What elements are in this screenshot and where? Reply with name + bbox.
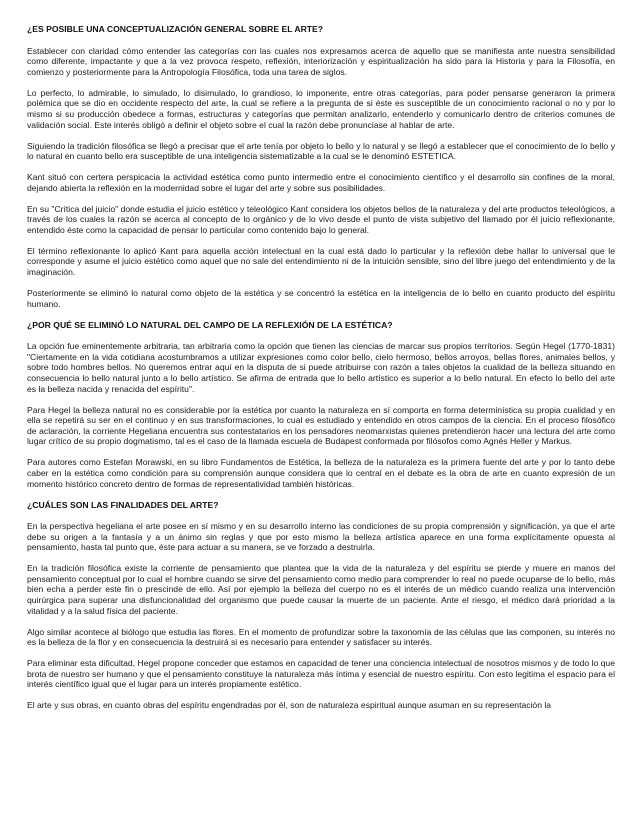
section-heading: ¿POR QUÉ SE ELIMINÓ LO NATURAL DEL CAMPO DE LA REFLEXIÓN DE LA ESTÉTICA? [27, 319, 393, 330]
paragraph: Posteriormente se eliminó lo natural como objeto de la estética y se concentró la estética en la inteligencia de lo bello en cuanto producto del espíritu humano. [27, 288, 615, 309]
section-conceptualizacion [27, 24, 615, 309]
paragraph: Siguiendo la tradición filosófica se llegó a precisar que el arte tenía por objeto lo bello y lo natural y se llegó a establecer que el conocimiento de lo bello y lo natural en cuanto bello era susceptible de una inteligencia sistematizable a la cual se le denominó ESTETICA. [27, 140, 615, 162]
document-page [27, 24, 615, 721]
section-heading: ¿CUÁLES SON LAS FINALIDADES DEL ARTE? [27, 499, 219, 510]
section-finalidades [27, 500, 615, 711]
paragraph: Kant situó con certera perspicacia la actividad estética como punto intermedio entre el conocimiento científico y el desarrollo sin confines de la moral, dejando abierta la reflexión en la modernidad sobre el lugar del arte y sobre sus posibilidades. [27, 172, 615, 193]
paragraph: Establecer con claridad cómo entender las categorías con las cuales nos expresamos acerca de aquello que se manifiesta ante nuestra sensibilidad como diferente, impactante y que a la vez provoca respeto, reflexión, interiorización y espiritualización ha sido para la Historia y para la Filosofía, en comienzo y posteriormente para la Antropología Filosófica, toda una tarea de siglos. [27, 45, 615, 77]
paragraph: En la perspectiva hegeliana el arte posee en sí mismo y en su desarrollo interno las condiciones de su propia comprensión y significación, ya que el arte debe su origen a la fantasía y a un ánimo sin reglas y que por esto mismo la belleza artística aparece en una forma explícitamente opuesta al pensamiento, hasta tal punto que, éste para actuar a su manera, se ve forzado a destruirla. [27, 521, 615, 553]
paragraph: Algo similar acontece al biólogo que estudia las flores. En el momento de profundizar sobre la taxonomía de las células que las componen, su interés no es la belleza de la flor y en consecuencia la destruirá si es necesario para entender y satisfacer su interés. [27, 626, 615, 648]
paragraph: En su "Crítica del juicio" donde estudia el juicio estético y teleológico Kant considera los objetos bellos de la naturaleza y del arte productos teleológicos, a través de los cuales la razón se acerca al concepto de lo orgánico y de lo vivo desde el punto de vista subjetivo del llamado por él juicio reflexionante, entendido éste como la capacidad de pensar lo particular como contenido bajo lo general. [27, 203, 615, 235]
paragraph: Lo perfecto, lo admirable, lo simulado, lo disimulado, lo grandioso, lo imponente, entre otras categorías, para poder pensarse generaron la primera polémica que se dio en occidente respecto del arte, la cual se refiere a la pregunta de si éste es susceptible de un conocimiento racional o no y por lo mismo si su producción obedece a formas, estructuras y categorías que permitan analizarlo, entenderlo y comunicarlo dentro de criterios comunes de validación social. Este interés obligó a definir el objeto sobre el cual la razón debe pronunciase al hablar de arte. [27, 87, 615, 130]
paragraph: Para Hegel la belleza natural no es considerable por la estética por cuanto la naturaleza en sí comporta en forma determinística su propia cualidad y en ella se repetirá su ser en el continuo y en sus transformaciones, lo cual es estudiado y entendido en otros campos de la ciencia. En el proceso filosófico de aclaración, la corriente Hegeliana encuentra sus contestatarios en los pensadores neomarxistas quienes pretendieron hacer una lectura del arte como lugar crítico de su propio dogmatismo, tal es el caso de la llamada escuela de Budapest conformada por filósofos como Agnés Heller y Markus. [27, 404, 615, 447]
paragraph: En la tradición filosófica existe la corriente de pensamiento que plantea que la vida de la naturaleza y del espíritu se pierde y muere en manos del pensamiento conceptual por lo cual el hombre cuando se sirve del pensamiento como medio para comprender lo real no puede ocuparse de lo bello, más bien echa a perder este fin o prescinde de ello. Así por ejemplo la belleza del cuerpo no es el interés de un médico cuando realiza una intervención quirúrgica para superar una disfuncionalidad del organismo que puede causar la muerte de un paciente. Ante el riesgo, el médico dará prioridad a la vitalidad y a la salud física del paciente. [27, 563, 615, 616]
section-heading: ¿ES POSIBLE UNA CONCEPTUALIZACIÓN GENERAL SOBRE EL ARTE? [27, 24, 324, 34]
paragraph: Para autores como Estefan Morawski, en su libro Fundamentos de Estética, la belleza de la naturaleza es la primera fuente del arte y por lo tanto debe caber en la estética como condición para su comprensión aunque considera que lo central en el debate es la obra de arte en cuanto expresión de un momento histórico concreto dentro de formas de representatividad también históricas. [27, 457, 615, 489]
section-eliminacion-natural [27, 320, 615, 490]
paragraph: El término reflexionante lo aplicó Kant para aquella acción intelectual en la cual está dado lo particular y la reflexión debe hallar lo universal que le corresponde y asume el juicio estético como aquel que no sale del entendimiento ni de la intuición sensible, sino del libre juego del entendimiento y de la imaginación. [27, 245, 615, 278]
paragraph: La opción fue eminentemente arbitraria, tan arbitraria como la opción que tienen las ciencias de marcar sus propios territorios. Según Hegel (1770-1831) "Ciertamente en la vida cotidiana acostumbramos a utilizar expresiones como color bello, cielo hermoso, bellos arroyos, bellas flores, animales bellos, y sobre todo hombres bellos. No queremos entrar aquí en la disputa de si puede atribuirse con razón a tales objetos la cualidad de la belleza situando en consecuencia lo bello natural junto a lo bello artístico. Se afirma de entrada que lo bello artístico es superior a lo bello natural. En efecto lo bello del arte es la belleza nacida y renacida del espíritu". [27, 341, 615, 394]
paragraph: Para eliminar esta dificultad, Hegel propone conceder que estamos en capacidad de tener una conciencia intelectual de nosotros mismos y de todo lo que brota de nuestro ser humano y que el pensamiento constituye la naturaleza más íntima y esencial de nuestro espíritu. Con esto legitima el espacio para el interés científico igual que el lugar para un interés propiamente estético. [27, 658, 615, 690]
paragraph: El arte y sus obras, en cuanto obras del espíritu engendradas por él, son de naturaleza espiritual aunque asuman en su representación la [27, 700, 552, 711]
